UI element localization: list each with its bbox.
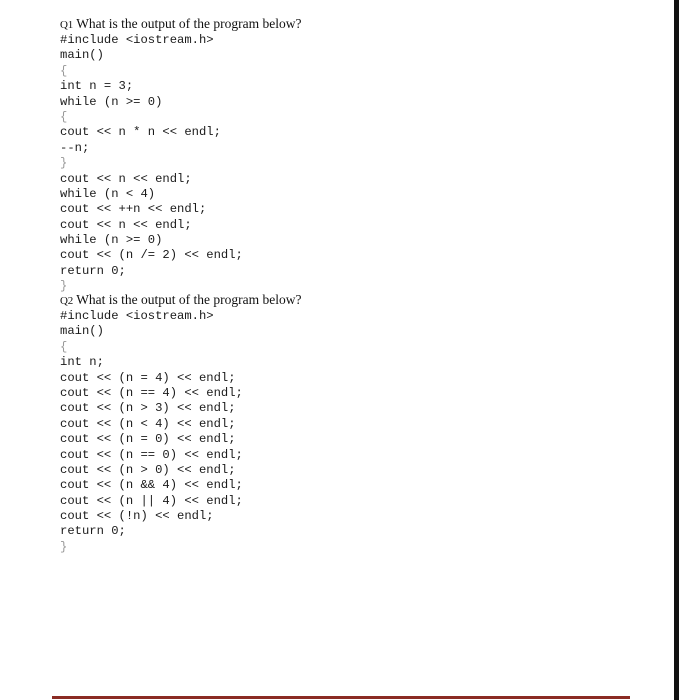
code-line: cout << (n || 4) << endl; (60, 493, 243, 508)
code-line: return 0; (60, 524, 126, 539)
code-line: cout << ++n << endl; (60, 202, 207, 217)
code-line: #include <iostream.h> (60, 33, 214, 47)
code-line: { (60, 63, 68, 78)
code-line: cout << (n /= 2) << endl; (60, 248, 243, 263)
code-line: int n; (60, 355, 104, 370)
code-line: while (n >= 0) (60, 233, 163, 248)
code-line: cout << n << endl; (60, 217, 192, 232)
code-line: cout << (!n) << endl; (60, 509, 214, 524)
code-line: main() (60, 324, 104, 339)
code-line: return 0; (60, 263, 126, 278)
question-1-number: Q1 (60, 19, 74, 31)
code-line: main() (60, 48, 104, 63)
code-line: --n; (60, 140, 90, 155)
page-bottom-rule (52, 696, 630, 699)
code-line: cout << (n == 4) << endl; (60, 385, 243, 400)
code-line: cout << (n = 0) << endl; (60, 432, 236, 447)
code-line: cout << (n > 3) << endl; (60, 401, 236, 416)
code-line: } (60, 539, 68, 554)
code-line: { (60, 109, 68, 124)
question-2-number: Q2 (60, 295, 74, 307)
code-line: cout << (n = 4) << endl; (60, 370, 236, 385)
code-line: cout << (n < 4) << endl; (60, 416, 236, 431)
question-2-code (60, 309, 302, 555)
code-line: } (60, 279, 68, 294)
window-edge (674, 0, 679, 700)
question-2 (60, 291, 302, 555)
question-1 (60, 15, 302, 295)
code-line: cout << n << endl; (60, 171, 192, 186)
question-2-text: What is the output of the program below? (76, 292, 302, 307)
code-line: int n = 3; (60, 79, 134, 94)
question-1-code (60, 33, 302, 295)
code-line: cout << (n == 0) << endl; (60, 447, 243, 462)
code-line: cout << n * n << endl; (60, 125, 221, 140)
code-line: while (n < 4) (60, 186, 156, 201)
code-line: cout << (n && 4) << endl; (60, 478, 243, 493)
question-2-heading (60, 291, 302, 309)
code-line: } (60, 156, 68, 171)
question-1-text: What is the output of the program below? (76, 16, 302, 31)
code-line: cout << (n > 0) << endl; (60, 462, 236, 477)
code-line: while (n >= 0) (60, 94, 163, 109)
code-line: { (60, 339, 68, 354)
question-1-heading (60, 15, 302, 33)
code-line: #include <iostream.h> (60, 309, 214, 323)
